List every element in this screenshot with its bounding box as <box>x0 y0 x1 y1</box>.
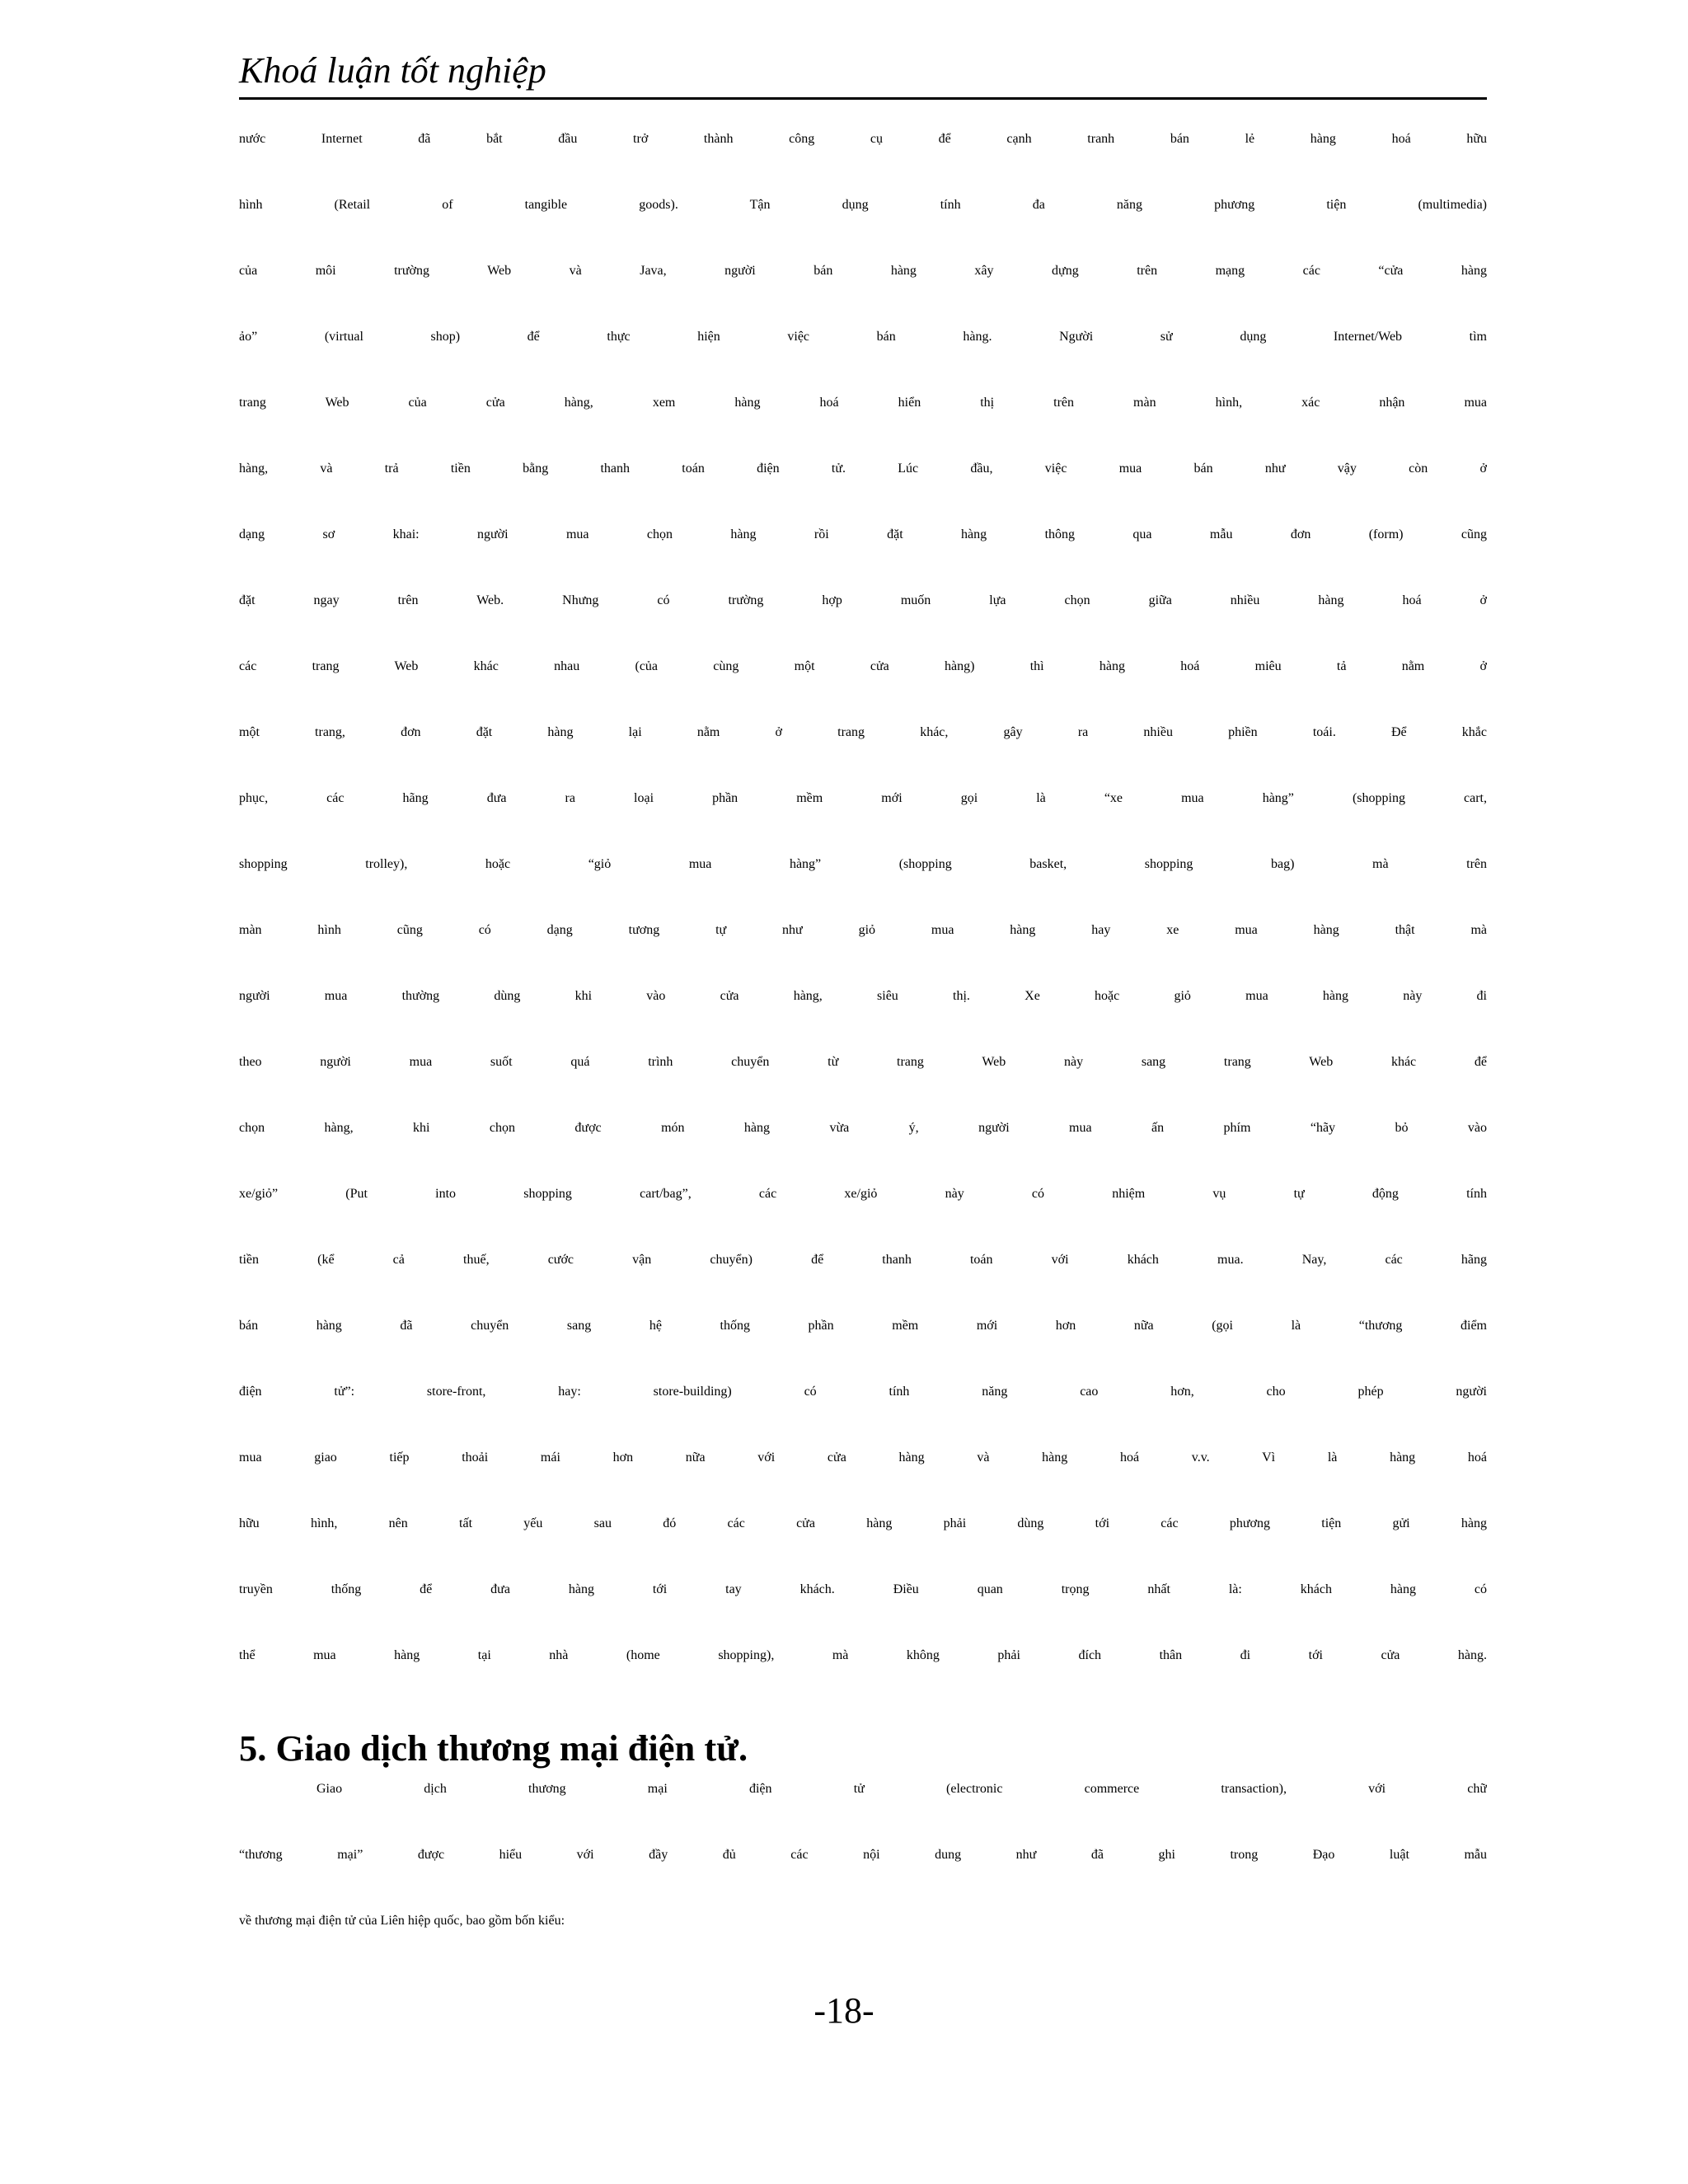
text-line: shopping trolley), hoặc “giỏ mua hàng” (shopping basket, shopping bag) mà trên <box>239 857 1487 871</box>
text-line: điện tử”: store-front, hay: store-building) có tính năng cao hơn, cho phép người <box>239 1385 1487 1399</box>
text-line: mua giao tiếp thoải mái hơn nữa với cửa hàng và hàng hoá v.v. Vì là hàng hoá <box>239 1451 1487 1465</box>
page-header <box>239 48 1487 94</box>
page-number: -18- <box>814 1990 874 2031</box>
text-line: “thương mại” được hiểu với đầy đủ các nội dung như đã ghi trong Đạo luật mẫu <box>239 1848 1487 1862</box>
text-line: theo người mua suốt quá trình chuyển từ trang Web này sang trang Web khác để <box>239 1055 1487 1069</box>
text-line: bán hàng đã chuyển sang hệ thống phần mềm mới hơn nữa (gọi là “thương điểm <box>239 1319 1487 1333</box>
text-line: chọn hàng, khi chọn được món hàng vừa ý, người mua ấn phím “hãy bỏ vào <box>239 1121 1487 1135</box>
header-title: Khoá luận tốt nghiệp <box>239 50 546 91</box>
text-line: trang Web của cửa hàng, xem hàng hoá hiển thị trên màn hình, xác nhận mua <box>239 396 1487 410</box>
text-line: nước Internet đã bắt đầu trở thành công cụ để cạnh tranh bán lẻ hàng hoá hữu <box>239 132 1487 146</box>
section-heading: 5. Giao dịch thương mại điện tử. <box>239 1727 748 1769</box>
text-line: một trang, đơn đặt hàng lại nằm ở trang khác, gây ra nhiều phiền toái. Để khắc <box>239 725 1487 739</box>
text-line: tiền (kể cả thuế, cước vận chuyển) để thanh toán với khách mua. Nay, các hãng <box>239 1253 1487 1267</box>
text-line: Giao dịch thương mại điện tử (electronic commerce transaction), với chữ <box>316 1782 1487 1796</box>
text-line: đặt ngay trên Web. Nhưng có trường hợp muốn lựa chọn giữa nhiều hàng hoá ở <box>239 593 1487 607</box>
header-rule <box>239 97 1487 100</box>
text-line: dạng sơ khai: người mua chọn hàng rồi đặt hàng thông qua mẫu đơn (form) cũng <box>239 527 1487 541</box>
text-line: hữu hình, nên tất yếu sau đó các cửa hàng phải dùng tới các phương tiện gửi hàng <box>239 1516 1487 1530</box>
text-line: người mua thường dùng khi vào cửa hàng, siêu thị. Xe hoặc giỏ mua hàng này đi <box>239 989 1487 1003</box>
text-line: phục, các hãng đưa ra loại phần mềm mới gọi là “xe mua hàng” (shopping cart, <box>239 791 1487 805</box>
text-line: màn hình cũng có dạng tương tự như giỏ mua hàng hay xe mua hàng thật mà <box>239 923 1487 937</box>
text-line: của môi trường Web và Java, người bán hàng xây dựng trên mạng các “cửa hàng <box>239 264 1487 278</box>
text-line: hình (Retail of tangible goods). Tận dụng tính đa năng phương tiện (multimedia) <box>239 198 1487 212</box>
text-line: truyền thống để đưa hàng tới tay khách. Điều quan trọng nhất là: khách hàng có <box>239 1582 1487 1596</box>
text-line: hàng, và trả tiền bằng thanh toán điện tử. Lúc đầu, việc mua bán như vậy còn ở <box>239 462 1487 476</box>
paragraph-1 <box>239 132 1487 1714</box>
paragraph-2 <box>239 1782 1487 1980</box>
text-line: xe/giỏ” (Put into shopping cart/bag”, các xe/giỏ này có nhiệm vụ tự động tính <box>239 1187 1487 1201</box>
text-line: thể mua hàng tại nhà (home shopping), mà không phải đích thân đi tới cửa hàng. <box>239 1648 1487 1662</box>
text-line: về thương mại điện tử của Liên hiệp quốc, bao gồm bốn kiểu: <box>239 1914 565 1928</box>
text-line: ảo” (virtual shop) để thực hiện việc bán hàng. Người sử dụng Internet/Web tìm <box>239 330 1487 344</box>
document-body <box>239 132 1487 1980</box>
text-line: các trang Web khác nhau (của cùng một cửa hàng) thì hàng hoá miêu tả nằm ở <box>239 659 1487 673</box>
